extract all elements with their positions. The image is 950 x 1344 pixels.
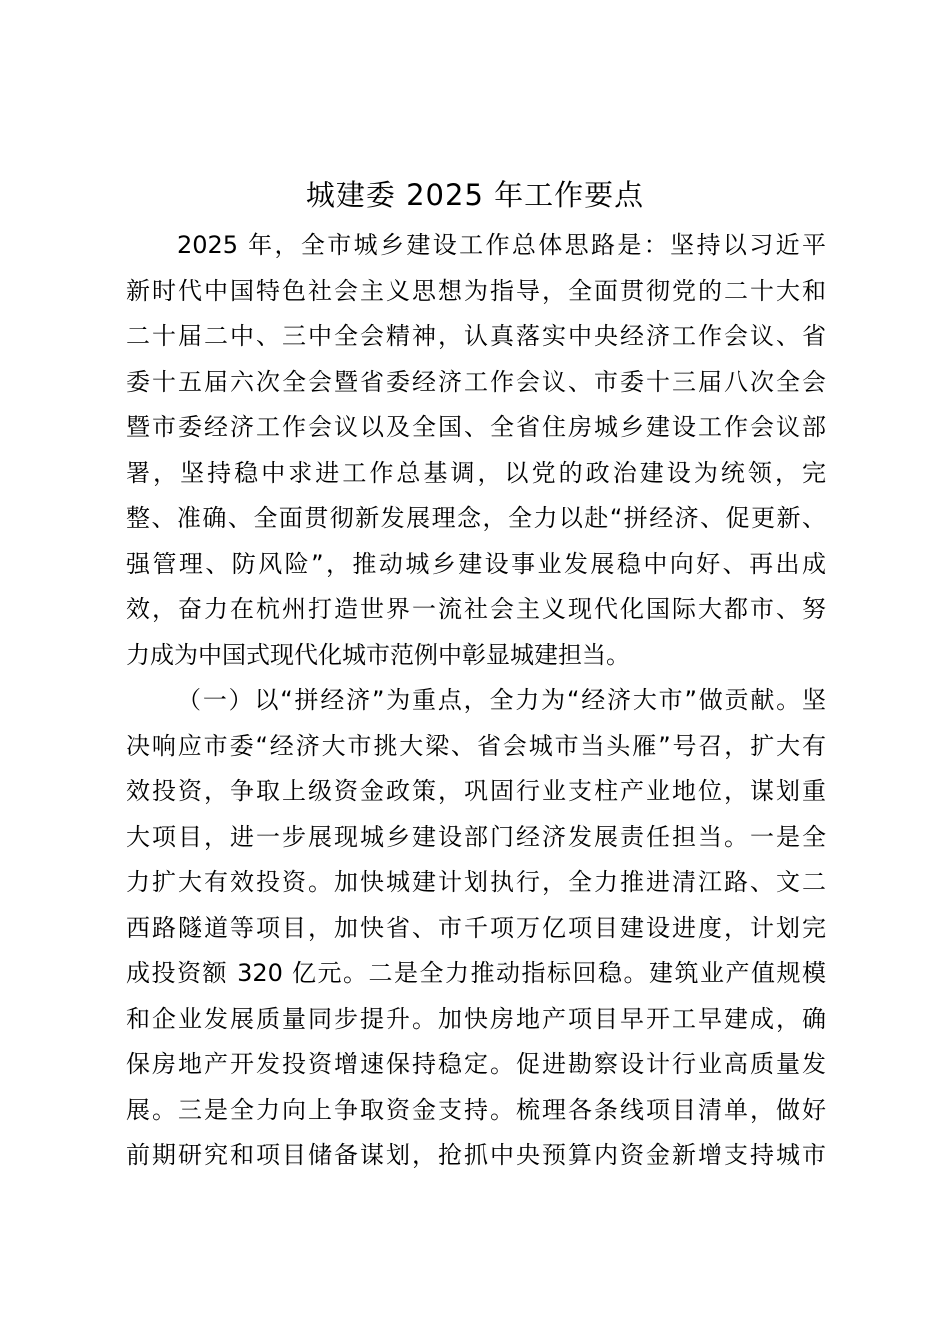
paragraph-line: （一）以“拼经济”为重点，全力为“经济大市”做贡献。坚 (177, 686, 826, 714)
paragraph-line: 成投资额 320 亿元。二是全力推动指标回稳。建筑业产值规模 (126, 959, 826, 987)
paragraph-line: 效，奋力在杭州打造世界一流社会主义现代化国际大都市、努 (126, 595, 826, 623)
paragraph-line: 新时代中国特色社会主义思想为指导，全面贯彻党的二十大和 (126, 276, 826, 305)
paragraph-line: 强管理、防风险”，推动城乡建设事业发展稳中向好、再出成 (126, 549, 826, 578)
paragraph-line: 力扩大有效投资。加快城建计划执行，全力推进清江路、文二 (126, 868, 826, 896)
paragraph-line: 决响应市委“经济大市挑大梁、省会城市当头雁”号召，扩大有 (126, 731, 826, 760)
paragraph-line: 大项目，进一步展现城乡建设部门经济发展责任担当。一是全 (126, 822, 826, 851)
paragraph-line: 整、准确、全面贯彻新发展理念，全力以赴“拼经济、促更新、 (126, 504, 826, 532)
paragraph-2 (126, 678, 826, 1179)
paragraph-line: 和企业发展质量同步提升。加快房地产项目早开工早建成，确 (126, 1004, 826, 1033)
paragraph-line: 力成为中国式现代化城市范例中彰显城建担当。 (126, 640, 630, 669)
paragraph-line: 效投资，争取上级资金政策，巩固行业支柱产业地位，谋划重 (126, 777, 826, 805)
paragraph-line: 2025 年，全市城乡建设工作总体思路是：坚持以习近平 (177, 231, 826, 259)
document-body (126, 223, 826, 1179)
paragraph-line: 保房地产开发投资增速保持稳定。促进勘察设计行业高质量发 (126, 1050, 826, 1078)
paragraph-line: 展。三是全力向上争取资金支持。梳理各条线项目清单，做好 (126, 1095, 826, 1124)
paragraph-line: 暨市委经济工作会议以及全国、全省住房城乡建设工作会议部 (126, 413, 826, 441)
paragraph-line: 二十届二中、三中全会精神，认真落实中央经济工作会议、省 (126, 322, 826, 350)
paragraph-line: 前期研究和项目储备谋划，抢抓中央预算内资金新增支持城市 (126, 1141, 826, 1169)
paragraph-line: 署，坚持稳中求进工作总基调，以党的政治建设为统领，完 (126, 458, 826, 487)
paragraph-line: 西路隧道等项目，加快省、市千项万亿项目建设进度，计划完 (126, 913, 826, 942)
paragraph-1 (126, 223, 826, 678)
document-title: 城建委 2025 年工作要点 (305, 178, 645, 212)
paragraph-line: 委十五届六次全会暨省委经济工作会议、市委十三届八次全会 (126, 367, 826, 396)
